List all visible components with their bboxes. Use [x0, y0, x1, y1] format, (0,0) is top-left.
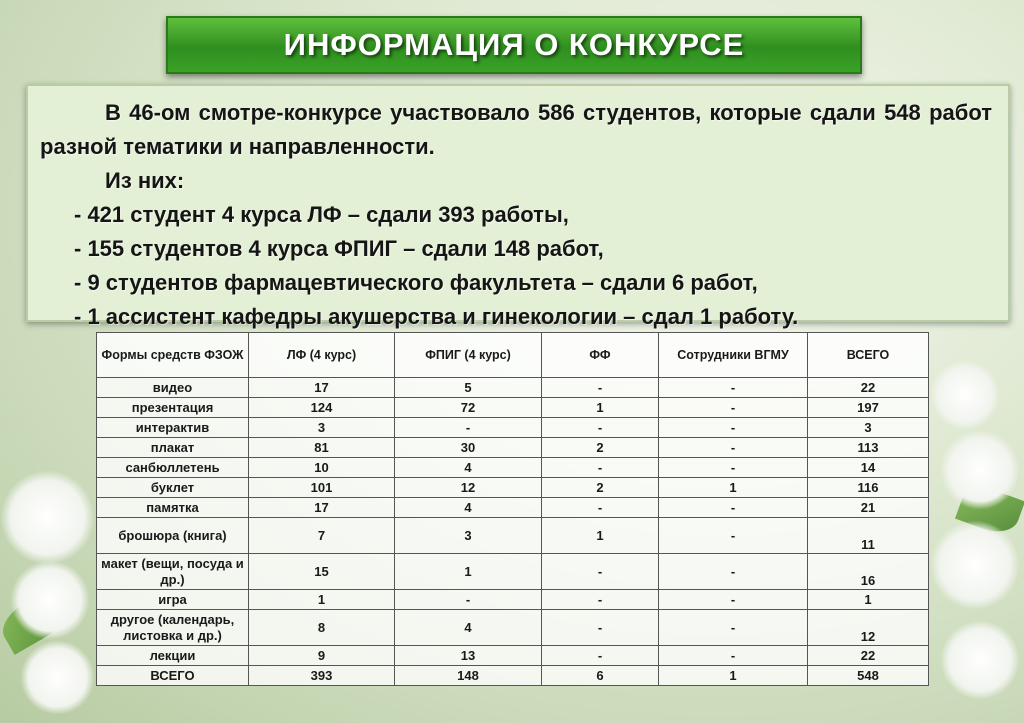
value-cell: 14 [808, 458, 929, 478]
value-cell: 197 [808, 398, 929, 418]
table-row [97, 418, 929, 438]
value-cell: 1 [542, 518, 659, 554]
value-cell: 22 [808, 646, 929, 666]
value-cell: 17 [249, 378, 395, 398]
value-cell: - [659, 518, 808, 554]
value-cell: 113 [808, 438, 929, 458]
table-row [97, 518, 929, 554]
value-cell: - [659, 646, 808, 666]
value-cell: 4 [395, 458, 542, 478]
table-row [97, 458, 929, 478]
info-item: - 9 студентов фармацевтического факультета – сдали 6 работ, [74, 270, 758, 295]
value-cell: - [395, 418, 542, 438]
row-label-cell: видео [97, 378, 249, 398]
table-row [97, 646, 929, 666]
header-cell: Формы средств ФЗОЖ [97, 333, 249, 378]
header-cell: Сотрудники ВГМУ [659, 333, 808, 378]
value-cell: 3 [395, 518, 542, 554]
value-cell: - [542, 418, 659, 438]
value-cell: 7 [249, 518, 395, 554]
value-cell: 11 [808, 518, 929, 554]
row-label-cell: макет (вещи, посуда и др.) [97, 554, 249, 590]
table-row [97, 378, 929, 398]
value-cell: 2 [542, 478, 659, 498]
table-row [97, 478, 929, 498]
value-cell: 1 [249, 590, 395, 610]
value-cell: 1 [395, 554, 542, 590]
value-cell: 5 [395, 378, 542, 398]
row-label-cell: санбюллетень [97, 458, 249, 478]
value-cell: 2 [542, 438, 659, 458]
value-cell: 1 [808, 590, 929, 610]
header-cell: ФПИГ (4 курс) [395, 333, 542, 378]
value-cell: - [659, 398, 808, 418]
value-cell: - [659, 610, 808, 646]
row-label-cell: интерактив [97, 418, 249, 438]
value-cell: 6 [542, 666, 659, 686]
info-intro: В 46-ом смотре-конкурсе участвовало 586 студентов, которые сдали 548 работ разной тематики и направленности. [40, 100, 992, 159]
value-cell: - [542, 458, 659, 478]
value-cell: 72 [395, 398, 542, 418]
value-cell: - [659, 458, 808, 478]
value-cell: - [659, 418, 808, 438]
value-cell: - [542, 554, 659, 590]
header-cell: ФФ [542, 333, 659, 378]
page-title: ИНФОРМАЦИЯ О КОНКУРСЕ [283, 27, 745, 62]
value-cell: 22 [808, 378, 929, 398]
value-cell: 1 [659, 478, 808, 498]
value-cell: - [542, 378, 659, 398]
value-cell: 116 [808, 478, 929, 498]
info-item: - 1 ассистент кафедры акушерства и гинекологии – сдал 1 работу. [74, 304, 799, 329]
value-cell: 16 [808, 554, 929, 590]
value-cell: 1 [542, 398, 659, 418]
value-cell: - [659, 590, 808, 610]
value-cell: 393 [249, 666, 395, 686]
value-cell: - [659, 554, 808, 590]
value-cell: 15 [249, 554, 395, 590]
value-cell: 548 [808, 666, 929, 686]
value-cell: 12 [395, 478, 542, 498]
value-cell: 3 [808, 418, 929, 438]
value-cell: 30 [395, 438, 542, 458]
results-table-container [96, 332, 928, 686]
info-box [26, 84, 1010, 329]
row-label-cell: брошюра (книга) [97, 518, 249, 554]
row-label-cell: памятка [97, 498, 249, 518]
table-row [97, 666, 929, 686]
info-item: - 421 студент 4 курса ЛФ – сдали 393 работы, [74, 202, 569, 227]
value-cell: 4 [395, 610, 542, 646]
value-cell: 8 [249, 610, 395, 646]
value-cell: 17 [249, 498, 395, 518]
value-cell: 12 [808, 610, 929, 646]
value-cell: 101 [249, 478, 395, 498]
table-header-row [97, 333, 929, 378]
row-label-cell: другое (календарь, листовка и др.) [97, 610, 249, 646]
row-label-cell: плакат [97, 438, 249, 458]
value-cell: 124 [249, 398, 395, 418]
value-cell: - [659, 378, 808, 398]
info-from: Из них: [105, 168, 185, 193]
table-row [97, 554, 929, 590]
value-cell: 4 [395, 498, 542, 518]
value-cell: 81 [249, 438, 395, 458]
row-label-cell: буклет [97, 478, 249, 498]
row-label-cell: презентация [97, 398, 249, 418]
value-cell: 21 [808, 498, 929, 518]
info-item: - 155 студентов 4 курса ФПИГ – сдали 148 работ, [74, 236, 604, 261]
table-body [97, 378, 929, 686]
value-cell: 3 [249, 418, 395, 438]
table-row [97, 610, 929, 646]
value-cell: 9 [249, 646, 395, 666]
value-cell: 1 [659, 666, 808, 686]
value-cell: - [542, 498, 659, 518]
row-label-cell: ВСЕГО [97, 666, 249, 686]
table-row [97, 438, 929, 458]
value-cell: - [542, 646, 659, 666]
value-cell: - [542, 610, 659, 646]
value-cell: 10 [249, 458, 395, 478]
value-cell: - [659, 498, 808, 518]
header-cell: ЛФ (4 курс) [249, 333, 395, 378]
table-row [97, 590, 929, 610]
row-label-cell: лекции [97, 646, 249, 666]
title-banner [166, 16, 862, 74]
row-label-cell: игра [97, 590, 249, 610]
results-table [96, 332, 929, 686]
value-cell: - [542, 590, 659, 610]
value-cell: - [395, 590, 542, 610]
value-cell: - [659, 438, 808, 458]
value-cell: 148 [395, 666, 542, 686]
value-cell: 13 [395, 646, 542, 666]
table-row [97, 498, 929, 518]
table-row [97, 398, 929, 418]
header-cell: ВСЕГО [808, 333, 929, 378]
